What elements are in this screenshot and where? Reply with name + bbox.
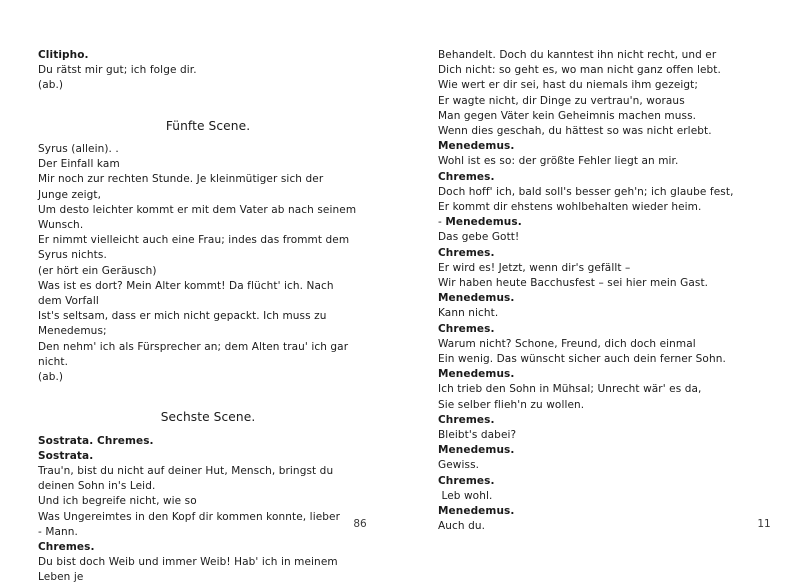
right-verse-line: Wohl ist es so: der größte Fehler liegt an mir. xyxy=(438,155,679,168)
right-verse-line: Ich trieb den Sohn in Mühsal; Unrecht wär' es da, xyxy=(438,383,702,396)
right-verse-line: Gewiss. xyxy=(438,459,480,472)
left-verse-line: Syrus nichts. xyxy=(38,249,107,262)
left-verse-line: (ab.) xyxy=(38,79,64,92)
left-verse-line: Der Einfall kam xyxy=(38,158,120,171)
right-speaker-name xyxy=(438,215,778,230)
right-verse-line: Kann nicht. xyxy=(438,307,499,320)
right-verse-line: Behandelt. Doch du kanntest ihn nicht recht, und er xyxy=(438,49,717,61)
right-speaker-name: Chremes. xyxy=(438,322,495,335)
left-verse-line: Trau'n, bist du nicht auf deiner Hut, Mensch, bringst du xyxy=(38,465,334,478)
right-speaker-name: Chremes. xyxy=(438,170,495,183)
right-speaker-name: Menedemus. xyxy=(438,505,515,518)
right-speaker-name: Chremes. xyxy=(438,413,495,426)
left-verse-line: Um desto leichter kommt er mit dem Vater ab nach seinem xyxy=(38,203,357,216)
left-speaker-name: Clitipho. xyxy=(38,49,89,61)
right-speaker-name: Chremes. xyxy=(438,246,495,259)
left-verse-line: Mir noch zur rechten Stunde. Je kleinmütiger sich der xyxy=(38,173,324,186)
right-speaker-name: Menedemus. xyxy=(438,292,515,305)
left-speaker-name: Sostrata. xyxy=(38,449,94,462)
left-verse-line: deinen Sohn in's Leid. xyxy=(38,480,156,493)
left-verse-line: Wunsch. xyxy=(38,219,84,232)
right-verse-line: Wie wert er dir sei, hast du niemals ihm gezeigt; xyxy=(438,79,699,92)
left-verse-line: nicht. xyxy=(38,355,69,368)
left-scene-heading: Sechste Scene. xyxy=(160,410,256,425)
left-verse-line: (ab.) xyxy=(38,371,64,384)
left-verse-line: Du rätst mir gut; ich folge dir. xyxy=(38,64,197,77)
right-speaker-dash: - xyxy=(438,216,446,229)
right-speaker-name: Menedemus. xyxy=(438,444,515,457)
left-spacer xyxy=(38,94,378,109)
left-verse-line: Du bist doch Weib und immer Weib! Hab' ich in meinem xyxy=(38,556,338,569)
left-verse-line: Den nehm' ich als Fürsprecher an; dem Alten trau' ich gar xyxy=(38,340,349,353)
left-verse-line: - Mann. xyxy=(38,525,78,538)
right-verse-line: Auch du. xyxy=(438,520,486,533)
left-speaker-name: Chremes. xyxy=(38,541,95,554)
right-speaker-name: Chremes. xyxy=(438,474,495,487)
left-speaker-name: Sostrata. Chremes. xyxy=(38,434,154,447)
right-verse-line: Bleibt's dabei? xyxy=(438,429,517,442)
left-text-column xyxy=(38,48,378,586)
right-verse-line: Sie selber flieh'n zu wollen. xyxy=(438,398,585,411)
right-verse-line: Wenn dies geschah, du hättest so was nicht erlebt. xyxy=(438,125,712,138)
left-verse-line: Leben je xyxy=(38,571,84,584)
right-verse-line: Er wagte nicht, dir Dinge zu vertrau'n, woraus xyxy=(438,94,685,107)
right-speaker-label: Menedemus. xyxy=(445,216,522,229)
left-verse-line: Menedemus; xyxy=(38,325,107,338)
left-spacer xyxy=(38,385,378,400)
left-verse-line: Junge zeigt, xyxy=(38,188,102,201)
right-verse-line: Leb wohl. xyxy=(438,489,493,502)
left-scene-heading: Fünfte Scene. xyxy=(165,118,251,133)
left-verse-line: Und ich begreife nicht, wie so xyxy=(38,495,197,508)
right-verse-line: Dich nicht: so geht es, wo man nicht ganz offen lebt. xyxy=(438,64,721,77)
right-verse-line: Warum nicht? Schone, Freund, dich doch einmal xyxy=(438,337,696,350)
right-verse-line: Ein wenig. Das wünscht sicher auch dein ferner Sohn. xyxy=(438,353,726,366)
left-verse-line: Was ist es dort? Mein Alter kommt! Da flücht' ich. Nach xyxy=(38,279,334,292)
left-verse-line: Er nimmt vielleicht auch eine Frau; indes das frommt dem xyxy=(38,234,350,247)
right-verse-line: Er wird es! Jetzt, wenn dir's gefällt – xyxy=(438,261,631,274)
left-verse-line: Syrus (allein). . xyxy=(38,143,119,155)
left-verse-line: Was Ungereimtes in den Kopf dir kommen konnte, lieber xyxy=(38,510,341,523)
right-verse-line: Wir haben heute Bacchusfest – sei hier mein Gast. xyxy=(438,277,709,290)
left-verse-line: Ist's seltsam, dass er mich nicht gepackt. Ich muss zu xyxy=(38,310,327,323)
right-verse-line: Er kommt dir ehstens wohlbehalten wieder heim. xyxy=(438,201,702,214)
right-verse-line: Das gebe Gott! xyxy=(438,231,520,244)
right-text-column xyxy=(438,48,778,535)
page-number-left: 86 xyxy=(353,518,367,530)
page-number-right: 11 xyxy=(757,518,771,530)
right-verse-line: Doch hoff' ich, bald soll's besser geh'n; ich glaube fest, xyxy=(438,185,734,198)
right-verse-line: Man gegen Väter kein Geheimnis machen muss. xyxy=(438,109,697,122)
left-verse-line: (er hört ein Geräusch) xyxy=(38,264,157,277)
left-verse-line: dem Vorfall xyxy=(38,295,99,308)
right-speaker-name: Menedemus. xyxy=(438,368,515,381)
right-speaker-name: Menedemus. xyxy=(438,140,515,153)
